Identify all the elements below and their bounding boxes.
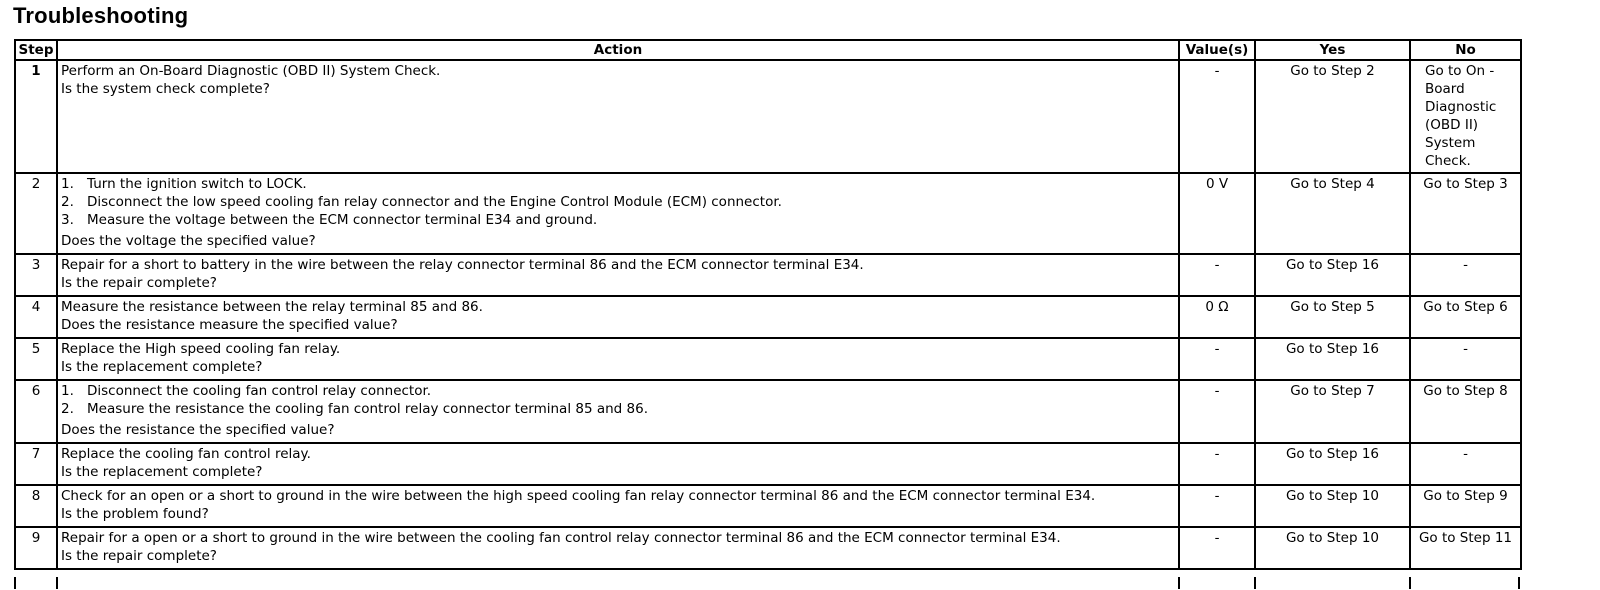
step-number: 4 bbox=[15, 296, 57, 338]
no-cell: Go to Step 8 bbox=[1410, 380, 1521, 443]
action-question: Is the system check complete? bbox=[61, 81, 270, 97]
action-line: 2. Measure the resistance the cooling fan control relay connector terminal 85 and 86. bbox=[61, 401, 648, 417]
yes-cell: Go to Step 7 bbox=[1255, 380, 1410, 443]
table-row bbox=[15, 527, 1521, 569]
table-row bbox=[15, 443, 1521, 485]
value-cell: - bbox=[1179, 338, 1255, 380]
table-row bbox=[15, 173, 1521, 254]
action-cell bbox=[57, 60, 1179, 173]
no-cell: Go to On -Board Diagnostic (OBD II) System Check. bbox=[1410, 60, 1521, 173]
value-cell: 0 Ω bbox=[1179, 296, 1255, 338]
value-cell: - bbox=[1179, 527, 1255, 569]
action-question: Does the resistance measure the specified value? bbox=[61, 317, 398, 333]
step-number: 7 bbox=[15, 443, 57, 485]
action-cell bbox=[57, 296, 1179, 338]
action-cell bbox=[57, 485, 1179, 527]
step-number: 9 bbox=[15, 527, 57, 569]
table-continuation bbox=[14, 577, 1520, 589]
action-cell bbox=[57, 254, 1179, 296]
action-question: Does the resistance the specified value? bbox=[61, 422, 335, 438]
step-number: 1 bbox=[15, 60, 57, 173]
table-row bbox=[15, 380, 1521, 443]
table-row bbox=[15, 60, 1521, 173]
action-line: 1. Turn the ignition switch to LOCK. bbox=[61, 176, 307, 192]
action-question: Is the repair complete? bbox=[61, 275, 217, 291]
yes-cell: Go to Step 4 bbox=[1255, 173, 1410, 254]
action-line: 2. Disconnect the low speed cooling fan relay connector and the Engine Control Module (ECM) connector. bbox=[61, 194, 782, 210]
yes-cell: Go to Step 2 bbox=[1255, 60, 1410, 173]
no-cell: - bbox=[1410, 254, 1521, 296]
action-cell bbox=[57, 338, 1179, 380]
step-number: 5 bbox=[15, 338, 57, 380]
yes-cell: Go to Step 16 bbox=[1255, 338, 1410, 380]
action-question: Is the repair complete? bbox=[61, 548, 217, 564]
action-line: Check for an open or a short to ground in the wire between the high speed cooling fan relay connector terminal 86 and the ECM connector terminal E34. bbox=[61, 488, 1096, 504]
action-question: Is the problem found? bbox=[61, 506, 209, 522]
no-cell: Go to Step 3 bbox=[1410, 173, 1521, 254]
table-header-row bbox=[15, 40, 1521, 60]
step-number: 6 bbox=[15, 380, 57, 443]
value-cell: - bbox=[1179, 443, 1255, 485]
yes-cell: Go to Step 5 bbox=[1255, 296, 1410, 338]
action-line: Perform an On-Board Diagnostic (OBD II) System Check. bbox=[61, 63, 441, 79]
action-line: 3. Measure the voltage between the ECM connector terminal E34 and ground. bbox=[61, 212, 598, 228]
header-action: Action bbox=[57, 40, 1179, 60]
value-cell: - bbox=[1179, 254, 1255, 296]
table-row bbox=[15, 485, 1521, 527]
step-number: 8 bbox=[15, 485, 57, 527]
table-row bbox=[15, 296, 1521, 338]
header-step: Step bbox=[15, 40, 57, 60]
table-row bbox=[15, 338, 1521, 380]
no-cell: Go to Step 9 bbox=[1410, 485, 1521, 527]
value-cell: - bbox=[1179, 485, 1255, 527]
action-cell bbox=[57, 443, 1179, 485]
action-line: Replace the cooling fan control relay. bbox=[61, 446, 311, 462]
value-cell: 0 V bbox=[1179, 173, 1255, 254]
step-number: 3 bbox=[15, 254, 57, 296]
action-cell bbox=[57, 380, 1179, 443]
step-number: 2 bbox=[15, 173, 57, 254]
page-title: Troubleshooting bbox=[13, 3, 189, 28]
header-values: Value(s) bbox=[1179, 40, 1255, 60]
yes-cell: Go to Step 10 bbox=[1255, 485, 1410, 527]
no-cell: - bbox=[1410, 338, 1521, 380]
action-line: Replace the High speed cooling fan relay. bbox=[61, 341, 341, 357]
action-line: Repair for a open or a short to ground in the wire between the cooling fan control relay connector terminal 86 and the ECM connector terminal E34. bbox=[61, 530, 1061, 546]
yes-cell: Go to Step 16 bbox=[1255, 443, 1410, 485]
no-cell: Go to Step 11 bbox=[1410, 527, 1521, 569]
table-row bbox=[15, 254, 1521, 296]
no-cell: - bbox=[1410, 443, 1521, 485]
action-question: Is the replacement complete? bbox=[61, 359, 263, 375]
action-line: Measure the resistance between the relay terminal 85 and 86. bbox=[61, 299, 483, 315]
header-yes: Yes bbox=[1255, 40, 1410, 60]
yes-cell: Go to Step 16 bbox=[1255, 254, 1410, 296]
action-question: Is the replacement complete? bbox=[61, 464, 263, 480]
action-question: Does the voltage the specified value? bbox=[61, 233, 316, 249]
action-cell bbox=[57, 173, 1179, 254]
action-line: Repair for a short to battery in the wire between the relay connector terminal 86 and the ECM connector terminal E34. bbox=[61, 257, 864, 273]
value-cell: - bbox=[1179, 380, 1255, 443]
action-line: 1. Disconnect the cooling fan control relay connector. bbox=[61, 383, 432, 399]
yes-cell: Go to Step 10 bbox=[1255, 527, 1410, 569]
no-cell: Go to Step 6 bbox=[1410, 296, 1521, 338]
action-cell bbox=[57, 527, 1179, 569]
header-no: No bbox=[1410, 40, 1521, 60]
value-cell: - bbox=[1179, 60, 1255, 173]
troubleshooting-table bbox=[14, 39, 1522, 570]
